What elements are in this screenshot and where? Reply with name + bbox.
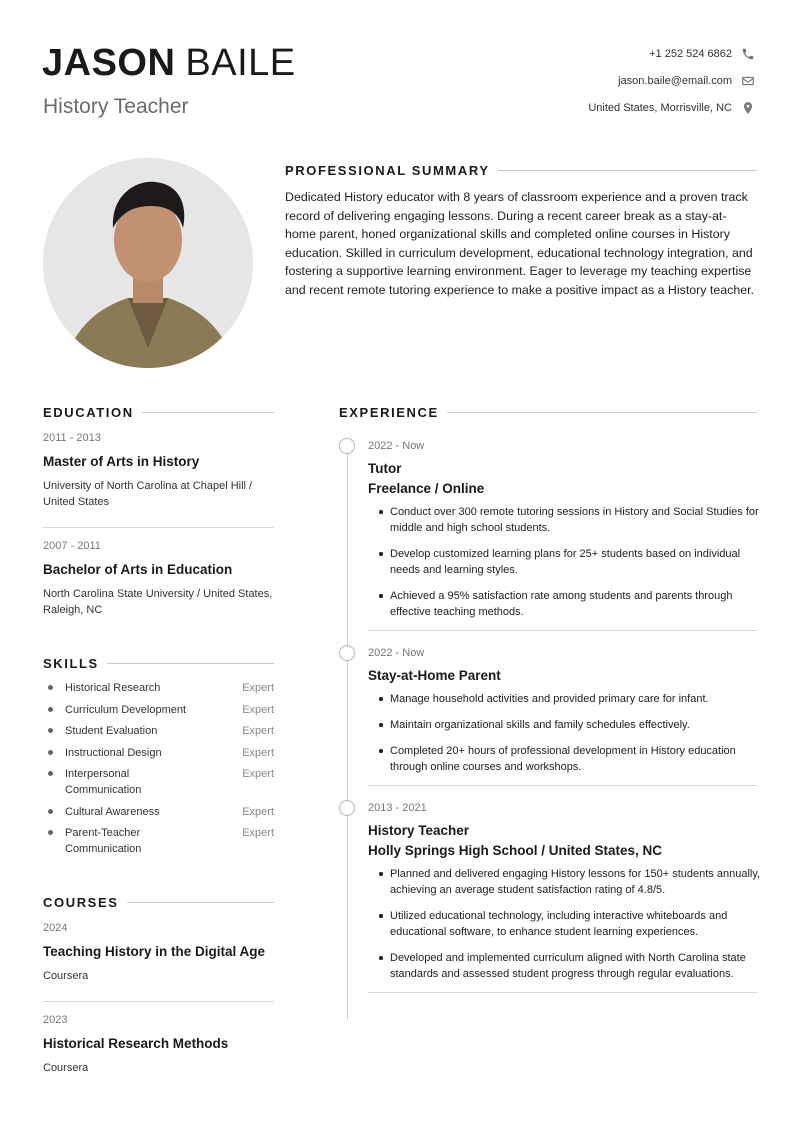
education-item [43, 528, 274, 618]
professional-summary [285, 163, 757, 300]
education-item [43, 420, 274, 510]
courses-heading: COURSES [43, 895, 274, 910]
timeline-marker [339, 800, 355, 816]
skill-item [43, 804, 274, 820]
skill-name: Historical Research [65, 682, 161, 694]
profile-photo [43, 158, 253, 368]
education-years: 2007 - 2011 [43, 540, 101, 552]
skill-level: Expert [242, 805, 274, 818]
phone-icon [740, 46, 756, 62]
course-item [43, 1002, 274, 1076]
contact-phone[interactable] [456, 40, 756, 67]
location-text: United States, Morrisville, NC [588, 101, 732, 114]
experience-section [339, 405, 761, 1006]
course-title: Teaching History in the Digital Age [43, 944, 266, 959]
timeline-marker [339, 645, 355, 661]
experience-years: 2013 - 2021 [368, 802, 427, 814]
bullet-item: Develop customized learning plans for 25+ students based on individual needs and learning styles. [368, 546, 770, 578]
divider [368, 992, 757, 993]
experience-years: 2022 - Now [368, 647, 425, 659]
phone-text: +1 252 524 6862 [649, 47, 732, 60]
education-heading: EDUCATION [43, 405, 274, 420]
bullet-dot [48, 809, 53, 814]
course-item [43, 910, 274, 984]
left-column [43, 405, 274, 1076]
first-name: JASON [42, 42, 176, 84]
job-title: History Teacher [43, 95, 189, 118]
experience-heading: EXPERIENCE [339, 405, 757, 420]
experience-bullets [368, 504, 770, 620]
education-school: University of North Carolina at Chapel Hill / United States [43, 480, 253, 508]
course-year: 2023 [43, 1014, 68, 1026]
bullet-dot [48, 707, 53, 712]
skill-level: Expert [242, 703, 274, 716]
experience-title: History Teacher [368, 823, 470, 838]
experience-item [339, 799, 761, 982]
bullet-dot [48, 728, 53, 733]
bullet-dot [48, 685, 53, 690]
skill-level: Expert [242, 827, 274, 839]
contact-block [456, 40, 756, 121]
skills-heading: SKILLS [43, 656, 274, 671]
skill-item [43, 702, 274, 718]
skills-list [43, 680, 274, 857]
skill-level: Expert [242, 725, 274, 737]
full-name [42, 44, 296, 82]
skill-level: Expert [242, 682, 274, 694]
experience-item [339, 437, 757, 620]
experience-org: Holly Springs High School / United States, NC [368, 843, 663, 858]
skill-item [43, 825, 274, 857]
experience-org: Freelance / Online [368, 481, 485, 496]
course-provider: Coursera [43, 970, 89, 982]
bullet-item: Manage household activities and provided primary care for infant. [368, 691, 770, 707]
bullet-item: Conduct over 300 remote tutoring sessions in History and Social Studies for middle and high school students. [368, 504, 770, 536]
experience-bullets [368, 691, 770, 775]
bullet-item: Maintain organizational skills and family schedules effectively. [368, 717, 770, 733]
last-name: BAILE [185, 42, 296, 84]
education-years: 2011 - 2013 [43, 432, 101, 444]
skill-item [43, 766, 274, 798]
bullet-dot [48, 750, 53, 755]
education-degree: Bachelor of Arts in Education [43, 562, 233, 577]
bullet-item: Planned and delivered engaging History lessons for 150+ students annually, achieving an average student satisfaction rating of 4.8/5. [368, 866, 770, 898]
skill-name: Cultural Awareness [65, 805, 160, 818]
course-provider: Coursera [43, 1062, 89, 1074]
envelope-icon [740, 73, 756, 89]
bullet-item: Completed 20+ hours of professional development in History education through online courses and workshops. [368, 743, 770, 775]
bullet-dot [48, 771, 53, 776]
skill-level: Expert [242, 768, 274, 780]
course-year: 2024 [43, 922, 68, 934]
skill-name: Instructional Design [65, 746, 162, 759]
skill-level: Expert [242, 746, 274, 759]
bullet-item: Developed and implemented curriculum aligned with North Carolina state standards and assessed student progress through regular evaluations. [368, 950, 770, 982]
timeline-marker [339, 438, 355, 454]
skill-item [43, 680, 274, 696]
bullet-item: Utilized educational technology, including interactive whiteboards and educational software, to enhance student learning experiences. [368, 908, 770, 940]
bullet-dot [48, 830, 53, 835]
contact-location [456, 94, 756, 121]
experience-item [339, 644, 757, 775]
skill-name: Parent-Teacher Communication [65, 827, 142, 855]
course-title: Historical Research Methods [43, 1036, 229, 1051]
experience-title: Stay-at-Home Parent [368, 668, 501, 683]
skill-name: Interpersonal Communication [65, 768, 142, 796]
skill-name: Student Evaluation [65, 725, 158, 737]
education-school: North Carolina State University / United States, Raleigh, NC [43, 588, 273, 616]
contact-email[interactable] [456, 67, 756, 94]
map-pin-icon [740, 100, 756, 116]
experience-title: Tutor [368, 461, 402, 476]
summary-text: Dedicated History educator with 8 years of classroom experience and a proven track record of delivering engaging lessons. During a recent career break as a stay-at-home parent, honed organizational skills and completed online courses in History education. Skilled in curriculum development, educational technology integration, and fostering a supportive learning environment. Eager to leverage my teaching expertise and recent remote tutoring experience to make a positive impact as a History teacher. [285, 190, 755, 297]
skill-name: Curriculum Development [65, 703, 187, 716]
summary-heading: PROFESSIONAL SUMMARY [285, 163, 757, 178]
skill-item [43, 745, 274, 761]
experience-bullets [368, 866, 770, 982]
bullet-item: Achieved a 95% satisfaction rate among students and parents through effective teaching methods. [368, 588, 770, 620]
experience-years: 2022 - Now [368, 440, 425, 452]
education-degree: Master of Arts in History [43, 454, 200, 469]
divider [368, 785, 757, 786]
email-text: jason.baile@email.com [618, 74, 732, 87]
skill-item [43, 723, 274, 739]
divider [368, 630, 757, 631]
